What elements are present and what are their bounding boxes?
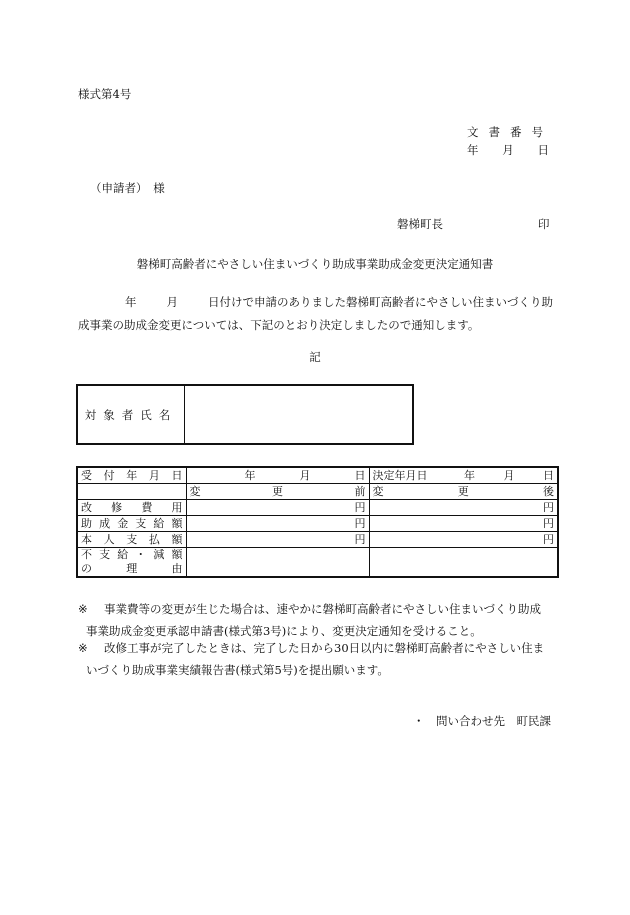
table-row	[77, 548, 558, 578]
received-date-label: 受付年月日	[77, 467, 186, 484]
reason-label-1: 不支給・減額	[81, 548, 183, 561]
date-row	[77, 467, 558, 484]
note-2-line-1: 改修工事が完了したときは、完了した日から30日以内に磐梯町高齢者にやさしい住ま	[104, 641, 545, 655]
reason-label-2: の理由	[81, 562, 183, 575]
issue-date-month: 月	[502, 143, 514, 157]
note-1-line-1: 事業費等の変更が生じた場合は、速やかに磐梯町高齢者にやさしい住まいづくり助成	[104, 602, 541, 616]
subject-name-label: 対象者氏名	[77, 385, 185, 444]
subsidy-amount-before[interactable]: 円	[186, 516, 369, 532]
header-row	[77, 484, 558, 500]
self-payment-before[interactable]: 円	[186, 532, 369, 548]
seal-mark: 印	[538, 217, 550, 231]
received-month: 月	[299, 468, 311, 482]
ki-heading: 記	[309, 350, 321, 364]
renovation-cost-label: 改修費用	[77, 500, 186, 516]
table-row	[77, 516, 558, 532]
body-line-1-text: 日付けで申請のありました磐梯町高齢者にやさしい住まいづくり助	[208, 295, 553, 309]
contact-info: ・ 問い合わせ先 町民課	[413, 714, 551, 728]
decision-year: 年	[464, 468, 475, 482]
renovation-cost-after[interactable]: 円	[369, 500, 558, 516]
self-payment-label: 本人支払額	[77, 532, 186, 548]
after-change-label: 変 更 後	[369, 484, 558, 500]
document-number-label: 文書番号	[467, 125, 553, 139]
received-date-field[interactable]	[186, 467, 369, 484]
note-1-line-2: 事業助成金変更承認申請書(様式第3号)により、変更決定通知を受けること。	[86, 624, 482, 638]
note-1-mark: ※	[78, 602, 88, 616]
decision-date-label: 決定年月日	[372, 468, 428, 482]
reason-before[interactable]	[186, 548, 369, 578]
issue-date-day: 日	[537, 143, 549, 157]
subject-table	[76, 384, 414, 445]
issue-date	[467, 142, 549, 158]
reason-label	[77, 548, 186, 578]
subject-name-field[interactable]	[185, 385, 414, 444]
self-payment-after[interactable]: 円	[369, 532, 558, 548]
before-change-label: 変 更 前	[186, 484, 369, 500]
document-title: 磐梯町高齢者にやさしい住まいづくり助成事業助成金変更決定通知書	[136, 257, 494, 271]
subsidy-amount-label: 助成金支給額	[77, 516, 186, 532]
note-1	[78, 598, 558, 642]
note-2-mark: ※	[78, 641, 88, 655]
addressee: （申請者） 様	[90, 181, 165, 195]
note-2	[78, 637, 558, 681]
issue-date-year: 年	[467, 143, 479, 157]
decision-date-cell[interactable]	[369, 467, 558, 484]
renovation-cost-before[interactable]: 円	[186, 500, 369, 516]
form-number: 様式第4号	[78, 87, 132, 101]
decision-day: 日	[543, 468, 554, 482]
body-line-1	[78, 291, 558, 314]
note-2-line-2: いづくり助成事業実績報告書(様式第5号)を提出願います。	[86, 663, 389, 677]
received-day: 日	[354, 468, 366, 482]
subsidy-amount-after[interactable]: 円	[369, 516, 558, 532]
mayor-title: 磐梯町長	[397, 217, 443, 231]
decision-month: 月	[503, 468, 515, 482]
body-year: 年	[125, 295, 137, 309]
table-row	[77, 532, 558, 548]
body-month: 月	[166, 295, 178, 309]
detail-table	[76, 466, 559, 578]
table-row	[77, 500, 558, 516]
body-line-2: 成事業の助成金変更については、下記のとおり決定しましたので通知します。	[78, 318, 480, 332]
body-paragraph	[78, 291, 558, 337]
received-year: 年	[244, 468, 256, 482]
reason-after[interactable]	[369, 548, 558, 578]
